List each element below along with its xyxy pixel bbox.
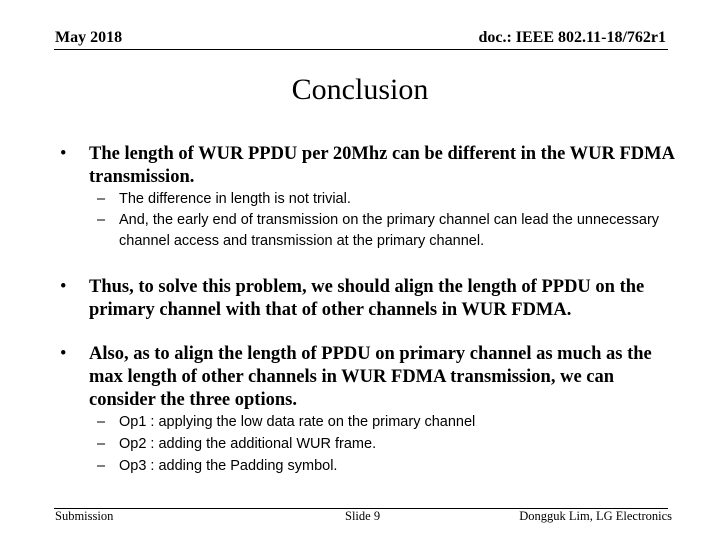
footer-slide-number: Slide 9	[345, 509, 381, 523]
bullet-marker: •	[60, 344, 67, 364]
slide-title: Conclusion	[291, 73, 429, 106]
sub-bullet-marker: –	[97, 212, 106, 228]
header-date: May 2018	[55, 29, 123, 46]
sub-bullet-marker: –	[97, 458, 106, 474]
footer-author: Dongguk Lim, LG Electronics	[519, 509, 672, 523]
bullet-item	[60, 343, 680, 412]
sub-bullet-text: Op3 : adding the Padding symbol.	[119, 458, 338, 474]
header-rule	[54, 49, 668, 50]
sub-bullet-item	[97, 456, 677, 477]
bullet-text: The length of WUR PPDU per 20Mhz can be different in the WUR FDMA transmission.	[89, 144, 674, 187]
sub-bullet-text: The difference in length is not trivial.	[119, 191, 351, 207]
sub-bullet-item	[97, 189, 677, 210]
bullet-text: Thus, to solve this problem, we should align the length of PPDU on the primary channel with that of other channels in WUR FDMA.	[89, 277, 645, 320]
sub-bullet-marker: –	[97, 414, 106, 430]
bullet-item	[60, 276, 680, 322]
bullet-item	[60, 143, 680, 189]
footer-submission: Submission	[55, 509, 114, 523]
sub-bullet-text: Op2 : adding the additional WUR frame.	[119, 436, 377, 452]
sub-bullet-text: Op1 : applying the low data rate on the primary channel	[119, 414, 476, 430]
sub-bullet-marker: –	[97, 191, 106, 207]
sub-bullet-text: And, the early end of transmission on the primary channel can lead the unnecessary channel access and transmission at the primary channel.	[119, 212, 660, 249]
sub-bullet-item	[97, 434, 677, 455]
header-document-id: doc.: IEEE 802.11-18/762r1	[478, 29, 666, 46]
bullet-marker: •	[60, 144, 67, 164]
sub-bullet-item	[97, 412, 677, 433]
sub-bullet-item	[97, 210, 677, 252]
bullet-marker: •	[60, 277, 67, 297]
sub-bullet-marker: –	[97, 436, 106, 452]
bullet-text: Also, as to align the length of PPDU on primary channel as much as the max length of other channels in WUR FDMA transmission, we can consider the three options.	[89, 344, 652, 410]
